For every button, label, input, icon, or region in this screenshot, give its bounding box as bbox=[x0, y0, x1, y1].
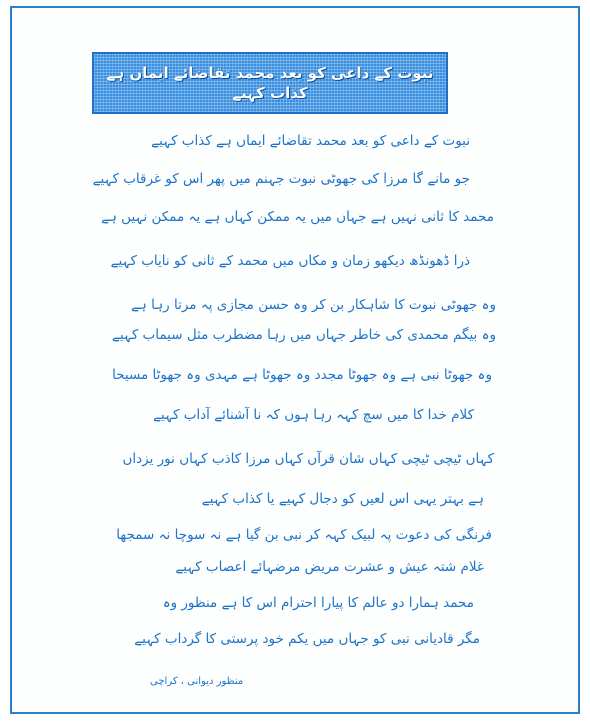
poem-title: نبوت کے داعی کو بعد محمد تقاضائے ایماں ہے کذاب کہیے bbox=[106, 64, 434, 102]
poem-line-2: جو مانے گا مرزا کی جھوٹی نبوت جہنم میں پھر اس کو غرقاب کہیے bbox=[92, 171, 470, 187]
poem-line-10: ہے بہتر یہی اس لعیں کو دجال کہیے یا کذاب کہیے bbox=[201, 491, 484, 507]
title-banner bbox=[92, 52, 448, 114]
poem-line-9: کہاں ٹیچی ٹیچی کہاں شان قرآں کہاں مرزا کاذب کہاں نور یزداں bbox=[122, 451, 494, 467]
poem-line-4: ذرا ڈھونڈھ دیکھو زمان و مکاں میں محمد کے ثانی کو نایاب کہیے bbox=[110, 253, 470, 269]
poem-line-5: وہ جھوٹی نبوت کا شاہکار بن کر وہ حسن مجازی پہ مرتا رہا ہے bbox=[131, 297, 496, 313]
poem-line-6: وہ بیگم محمدی کی خاطر جہاں میں رہا مضطرب مثل سیماب کہیے bbox=[111, 327, 496, 343]
poem-line-12: غلام شتہ عیش و عشرت مریض مرضہائے اعصاب کہیے bbox=[175, 559, 484, 575]
poem-line-8: کلام خدا کا میں سچ کہہ رہا ہوں کہ نا آشنائے آداب کہیے bbox=[153, 407, 474, 423]
poem-line-14: مگر قادیانی نبی کو جہاں میں یکم خود پرستی کا گرداب کہیے bbox=[134, 631, 480, 647]
poem-line-13: محمد ہمارا دو عالم کا پیارا احترام اس کا ہے منظور وہ bbox=[162, 595, 474, 611]
poem-line-3: محمد کا ثانی نہیں ہے جہاں میں یہ ممکن کہاں ہے یہ ممکن نہیں ہے bbox=[101, 209, 494, 225]
poem-line-7: وہ جھوٹا نبی ہے وہ جھوٹا مجدد وہ جھوٹا ہے مہدی وہ جھوٹا مسیحا bbox=[112, 367, 492, 383]
poem-line-11: فرنگی کی دعوت پہ لبیک کہہ کر نبی بن گیا ہے نہ سوچا نہ سمجھا bbox=[116, 527, 492, 543]
author-signature: منظور دیوانی ، کراچی bbox=[150, 676, 244, 687]
poem-line-1: نبوت کے داعی کو بعد محمد تقاضائے ایماں ہے کذاب کہیے bbox=[151, 133, 470, 149]
